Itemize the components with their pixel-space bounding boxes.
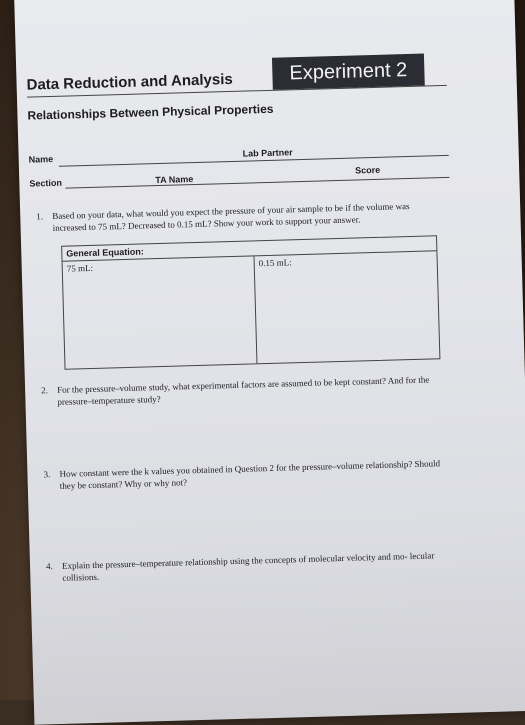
ta-name-label: TA Name <box>155 174 194 186</box>
question-number: 2. <box>41 385 49 396</box>
score-label: Score <box>354 164 381 176</box>
equation-table <box>61 235 440 369</box>
experiment-label: Experiment 2 <box>272 54 425 90</box>
section-line <box>65 177 449 189</box>
question-number: 4. <box>45 561 53 572</box>
question-number: 1. <box>36 211 44 222</box>
equation-header: General Equation: <box>62 236 436 261</box>
equation-cell-015ml <box>254 251 439 363</box>
page-subtitle: Relationships Between Physical Properties <box>27 101 274 123</box>
cell-label: 0.15 mL: <box>258 257 292 269</box>
question-text: Based on your data, what would you expect the pressure of your air sample to be if the volume was increased to 75 mL? Decreased to 0.15 mL? Show your work to support your answer. <box>52 201 410 233</box>
worksheet-page <box>14 0 525 725</box>
question-text: How constant were the k values you obtained in Question 2 for the pressure–volume relationship? Should they be constant? Why or why not? <box>59 458 441 491</box>
section-title: Data Reduction and Analysis <box>26 70 233 94</box>
question-text: Explain the pressure–temperature relationship using the concepts of molecular velocity and mo- lecular collisions. <box>61 550 435 583</box>
question-number: 3. <box>43 469 51 480</box>
question-4 <box>46 549 447 584</box>
question-3 <box>43 457 444 492</box>
lab-partner-label: Lab Partner <box>242 147 293 159</box>
question-1 <box>36 199 437 234</box>
equation-cell-75ml <box>63 256 258 368</box>
question-2 <box>41 373 442 408</box>
section-label: Section <box>29 177 63 189</box>
question-text: For the pressure–volume study, what experimental factors are assumed to be kept constant? And for the pressure–temperature study? <box>57 374 430 407</box>
cell-label: 75 mL: <box>66 262 94 274</box>
name-label: Name <box>28 153 54 165</box>
